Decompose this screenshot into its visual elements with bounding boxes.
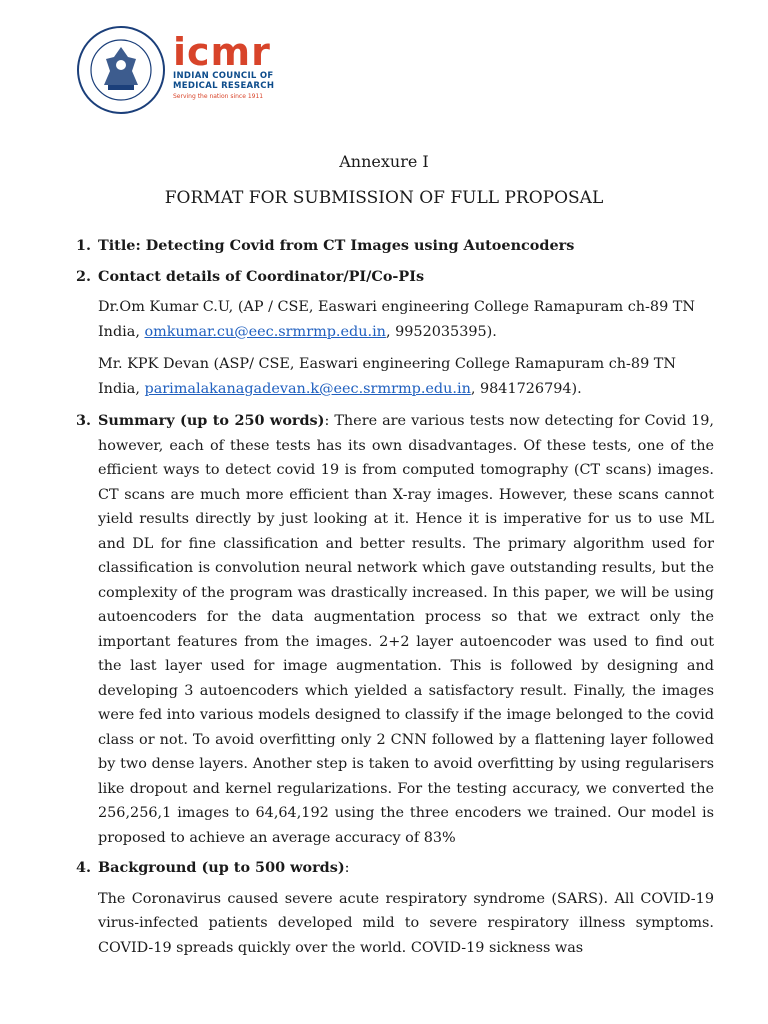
item-summary	[76, 409, 714, 850]
annexure-title: Annexure I	[339, 152, 429, 171]
summary-label: Summary (up to 250 words)	[98, 412, 325, 429]
icmr-wordmark	[173, 30, 275, 100]
title-label: Title	[98, 237, 136, 254]
summary-text: : There are various tests now detecting for Covid 19, however, each of these tests has its own disadvantages. Of these tests, one of the efficient ways to detect covid 19 is from computed tomography (CT scans) images. CT scans are much more efficient than X-ray images. However, these scans cannot yield results directly by just looking at it. Hence it is imperative for us to use ML and DL for fine classification and better results. The primary algorithm used for classification is convolution neural network which gave outstanding results, but the complexity of the program was drastically increased. In this paper, we will be using autoencoders for the data augmentation process so that we extract only the important features from the images. 2+2 layer autoencoder was used to find out the last layer used for image augmentation. This is followed by designing and developing 3 autoencoders which yielded a satisfactory result. Finally, the images were fed into various models designed to classify if the image belonged to the covid class or not. To avoid overfitting only 2 CNN followed by a flattening layer followed by two dense layers. Another step is taken to avoid overfitting by using regularisers like dropout and kernel regularizations. For the testing accuracy, we converted the 256,256,1 images to 64,64,192 using the three encoders we trained. Our model is proposed to achieve an average accuracy of 83%	[98, 413, 714, 846]
item-number: 1.	[76, 237, 92, 254]
item-number: 3.	[76, 412, 92, 429]
item-background	[76, 856, 714, 881]
icmr-logo-text: icmr	[173, 30, 271, 74]
item-title	[76, 234, 714, 259]
person2-phone: , 9841726794).	[470, 380, 582, 397]
item-contact	[76, 265, 714, 290]
tagline: Serving the nation since 1911	[173, 93, 264, 100]
contact-person-1	[98, 295, 714, 344]
person1-details: Dr.Om Kumar C.U, (AP / CSE, Easwari engineering College Ramapuram ch-89 TN India,	[98, 299, 695, 340]
person1-phone: , 9952035395).	[385, 323, 497, 340]
page-title: FORMAT FOR SUBMISSION OF FULL PROPOSAL	[164, 188, 604, 208]
person2-details: Mr. KPK Devan (ASP/ CSE, Easwari engineering College Ramapuram ch-89 TN India,	[98, 356, 676, 397]
person1-email-link[interactable]: omkumar.cu@eec.srmrmp.edu.in	[144, 323, 386, 340]
icmr-seal-logo	[76, 25, 166, 115]
title-value: : Detecting Covid from CT Images using Autoencoders	[135, 237, 575, 254]
background-colon: :	[344, 860, 350, 876]
org-line-2: MEDICAL RESEARCH	[173, 81, 275, 91]
item-number: 2.	[76, 267, 92, 285]
background-text: The Coronavirus caused severe acute respiratory syndrome (SARS). All COVID-19 virus-infected patients developed mild to severe respiratory illness symptoms. COVID-19 spreads quickly over the world. COVID-19 sickness was	[98, 890, 714, 956]
contact-person-2	[98, 352, 714, 401]
person2-email-link[interactable]: parimalakanagadevan.k@eec.srmrmp.edu.in	[144, 380, 471, 397]
org-line-1: INDIAN COUNCIL OF	[173, 71, 274, 81]
background-label: Background (up to 500 words)	[98, 859, 345, 876]
item-number: 4.	[76, 859, 92, 876]
letterhead	[76, 25, 456, 115]
proposal-body	[76, 234, 714, 960]
contact-label: Contact details of Coordinator/PI/Co-PIs	[98, 267, 425, 285]
